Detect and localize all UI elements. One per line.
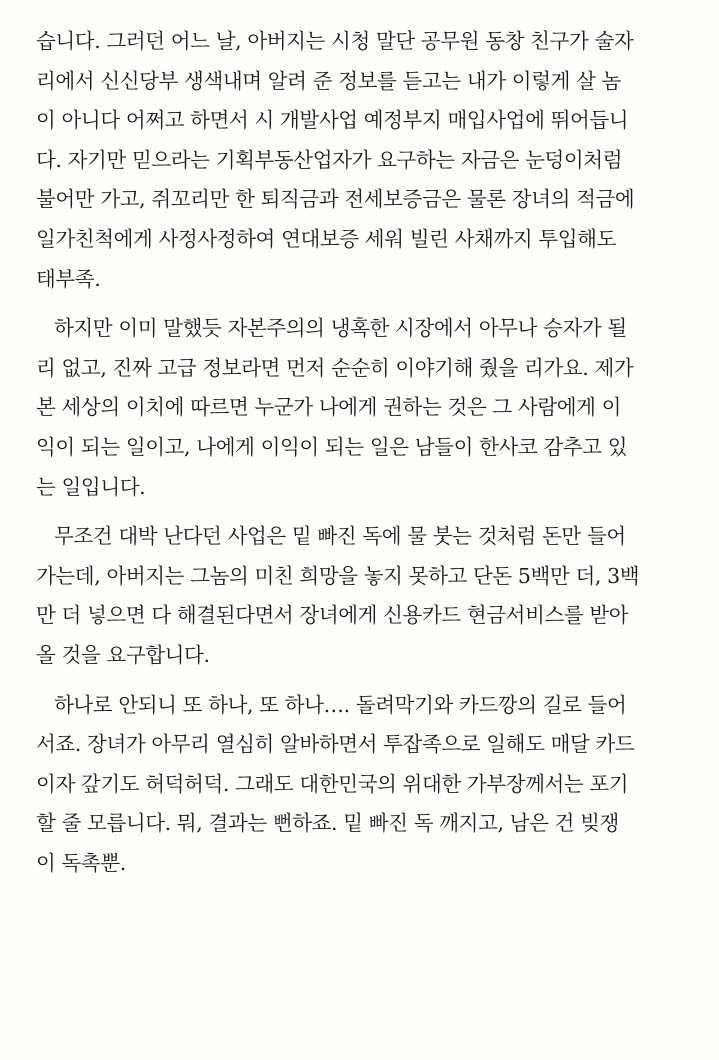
text-line: 본 세상의 이치에 따르면 누군가 나에게 권하는 것은 그 사람에게 이 (36, 395, 622, 420)
paragraph-4 (36, 686, 689, 884)
text-line: 하지만 이미 말했듯 자본주의의 냉혹한 시장에서 아무나 승자가 될 (54, 316, 627, 341)
paragraph-gap (36, 507, 689, 517)
text-line: 일가친척에게 사정사정하여 연대보증 세워 빌린 사채까지 투입해도 (36, 226, 616, 251)
text-line: 하나로 안되니 또 하나, 또 하나…. 돌려막기와 카드깡의 길로 들어 (54, 692, 627, 717)
text-line: 서죠. 장녀가 아무리 열심히 알바하면서 투잡족으로 일해도 매달 카드 (36, 732, 635, 757)
paragraph-1 (36, 22, 689, 299)
text-line: 무조건 대박 난다던 사업은 밑 빠진 독에 물 붓는 것처럼 돈만 들어 (54, 524, 626, 549)
text-line: 리 없고, 진짜 고급 정보라면 먼저 순순히 이야기해 줬을 리가요. 제가 (36, 355, 634, 380)
text-line: 할 줄 모릅니다. 뭐, 결과는 뻔하죠. 밑 빠진 독 깨지고, 남은 건 빚쟁 (36, 811, 619, 836)
text-line: 다. 자기만 믿으라는 기획부동산업자가 요구하는 자금은 눈덩이처럼 (36, 147, 623, 172)
text-line: 습니다. 그러던 어느 날, 아버지는 시청 말단 공무원 동창 친구가 술자 (36, 29, 634, 53)
text-line: 태부족. (36, 266, 101, 291)
paragraph-gap (36, 676, 689, 686)
text-line: 이 독촉뿐. (36, 850, 126, 875)
text-line: 는 일입니다. (36, 474, 146, 499)
text-line: 이자 갚기도 허덕허덕. 그래도 대한민국의 위대한 가부장께서는 포기 (36, 771, 629, 796)
text-line: 가는데, 아버지는 그놈의 미친 희망을 놓지 못하고 단돈 5백만 더, 3백 (36, 563, 640, 588)
text-line: 리에서 신신당부 생색내며 알려 준 정보를 듣고는 내가 이렇게 살 놈 (36, 68, 622, 93)
text-line: 불어만 가고, 쥐꼬리만 한 퇴직금과 전세보증금은 물론 장녀의 적금에 (36, 187, 635, 212)
paragraph-3 (36, 517, 689, 675)
text-line: 익이 되는 일이고, 나에게 이익이 되는 일은 남들이 한사코 감추고 있 (36, 434, 628, 459)
text-line: 이 아니다 어쩌고 하면서 시 개발사업 예정부지 매입사업에 뛰어듭니 (36, 108, 629, 133)
text-line: 만 더 넣으면 다 해결된다면서 장녀에게 신용카드 현금서비스를 받아 (36, 603, 629, 628)
paragraph-gap (36, 299, 689, 309)
text-line: 올 것을 요구합니다. (36, 642, 210, 667)
paragraph-2 (36, 309, 689, 507)
